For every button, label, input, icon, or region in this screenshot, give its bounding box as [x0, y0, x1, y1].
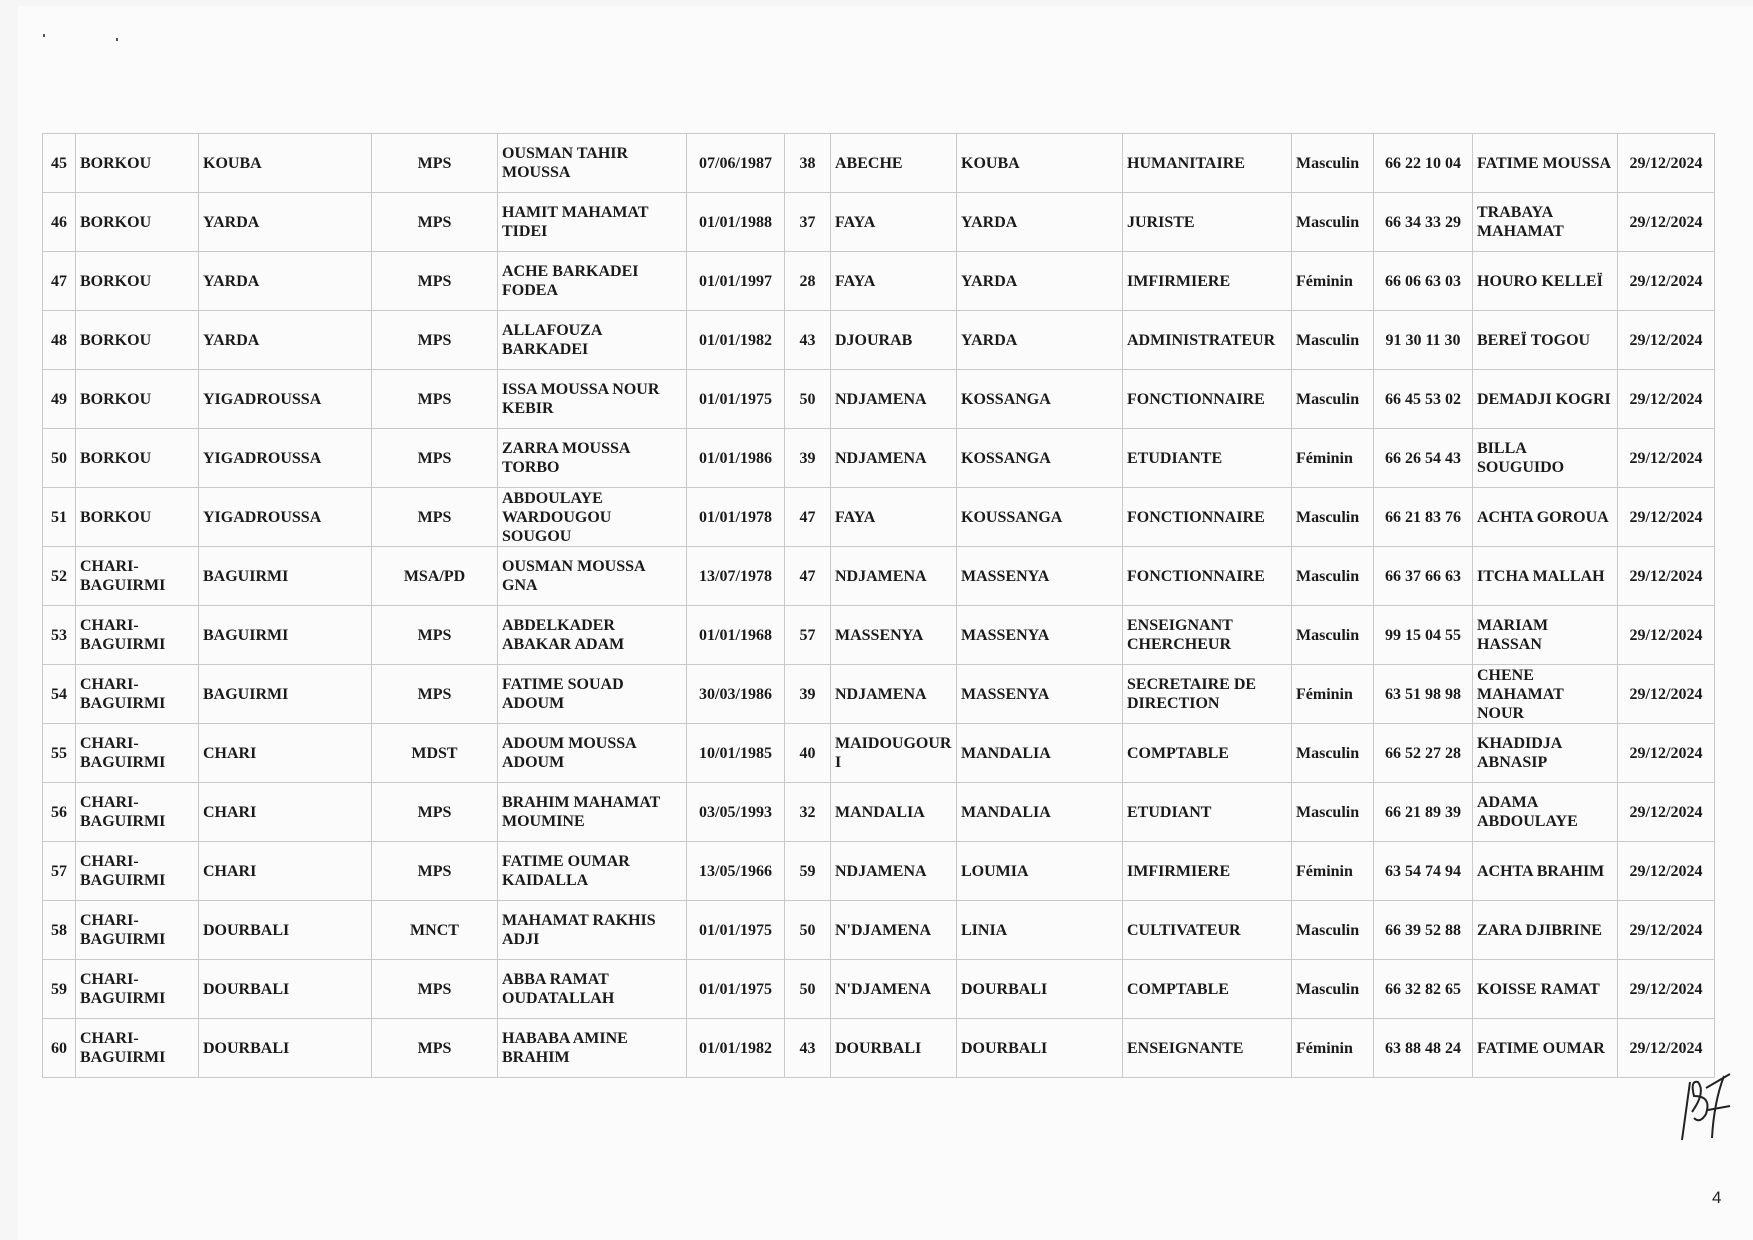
gender-cell: Masculin [1292, 901, 1374, 960]
row-number: 53 [43, 606, 76, 665]
birth-date-cell: 01/01/1975 [687, 370, 785, 429]
representative-cell: ITCHA MALLAH [1473, 547, 1618, 606]
candidate-table [42, 133, 1715, 1078]
province-cell: CHARI-BAGUIRMI [76, 724, 199, 783]
registration-date-cell: 29/12/2024 [1618, 842, 1715, 901]
table-row [43, 960, 1715, 1019]
representative-cell: ADAMA ABDOULAYE [1473, 783, 1618, 842]
phone-cell: 91 30 11 30 [1374, 311, 1473, 370]
birth-place-cell: ABECHE [831, 134, 957, 193]
profession-cell: FONCTIONNAIRE [1123, 547, 1292, 606]
birth-place-cell: MAIDOUGOURI [831, 724, 957, 783]
birth-date-cell: 30/03/1986 [687, 665, 785, 724]
department-cell: DOURBALI [199, 1019, 372, 1078]
candidate-name-cell: ABDOULAYE WARDOUGOU SOUGOU [498, 488, 687, 547]
registration-date-cell: 29/12/2024 [1618, 665, 1715, 724]
birth-place-cell: FAYA [831, 193, 957, 252]
department-cell: CHARI [199, 724, 372, 783]
row-number: 59 [43, 960, 76, 1019]
representative-cell: MARIAM HASSAN [1473, 606, 1618, 665]
residence-cell: YARDA [957, 193, 1123, 252]
gender-cell: Féminin [1292, 252, 1374, 311]
table-row [43, 311, 1715, 370]
residence-cell: MASSENYA [957, 606, 1123, 665]
birth-date-cell: 01/01/1988 [687, 193, 785, 252]
birth-date-cell: 01/01/1982 [687, 311, 785, 370]
candidate-name-cell: OUSMAN TAHIR MOUSSA [498, 134, 687, 193]
phone-cell: 66 21 83 76 [1374, 488, 1473, 547]
phone-cell: 63 88 48 24 [1374, 1019, 1473, 1078]
profession-cell: FONCTIONNAIRE [1123, 370, 1292, 429]
phone-cell: 66 26 54 43 [1374, 429, 1473, 488]
party-cell: MPS [372, 193, 498, 252]
phone-cell: 66 39 52 88 [1374, 901, 1473, 960]
row-number: 51 [43, 488, 76, 547]
candidate-name-cell: ALLAFOUZA BARKADEI [498, 311, 687, 370]
registration-date-cell: 29/12/2024 [1618, 1019, 1715, 1078]
department-cell: YARDA [199, 311, 372, 370]
birth-place-cell: MANDALIA [831, 783, 957, 842]
department-cell: DOURBALI [199, 960, 372, 1019]
table-row [43, 193, 1715, 252]
table-row [43, 547, 1715, 606]
party-cell: MPS [372, 783, 498, 842]
profession-cell: FONCTIONNAIRE [1123, 488, 1292, 547]
profession-cell: ETUDIANT [1123, 783, 1292, 842]
row-number: 52 [43, 547, 76, 606]
birth-date-cell: 10/01/1985 [687, 724, 785, 783]
row-number: 57 [43, 842, 76, 901]
representative-cell: BILLA SOUGUIDO [1473, 429, 1618, 488]
residence-cell: DOURBALI [957, 960, 1123, 1019]
party-cell: MPS [372, 370, 498, 429]
registration-date-cell: 29/12/2024 [1618, 252, 1715, 311]
gender-cell: Masculin [1292, 547, 1374, 606]
table-row [43, 370, 1715, 429]
party-cell: MPS [372, 665, 498, 724]
department-cell: CHARI [199, 842, 372, 901]
candidate-name-cell: ISSA MOUSSA NOUR KEBIR [498, 370, 687, 429]
profession-cell: IMFIRMIERE [1123, 842, 1292, 901]
table-row [43, 429, 1715, 488]
province-cell: CHARI-BAGUIRMI [76, 606, 199, 665]
row-number: 56 [43, 783, 76, 842]
age-cell: 47 [785, 547, 831, 606]
row-number: 45 [43, 134, 76, 193]
registration-date-cell: 29/12/2024 [1618, 370, 1715, 429]
residence-cell: LINIA [957, 901, 1123, 960]
phone-cell: 63 51 98 98 [1374, 665, 1473, 724]
party-cell: MPS [372, 606, 498, 665]
representative-cell: BEREЇ TOGOU [1473, 311, 1618, 370]
page-number: 4 [1712, 1188, 1722, 1207]
registration-date-cell: 29/12/2024 [1618, 960, 1715, 1019]
profession-cell: ENSEIGNANT CHERCHEUR [1123, 606, 1292, 665]
phone-cell: 66 32 82 65 [1374, 960, 1473, 1019]
table-row [43, 901, 1715, 960]
birth-place-cell: NDJAMENA [831, 665, 957, 724]
party-cell: MPS [372, 488, 498, 547]
party-cell: MNCT [372, 901, 498, 960]
profession-cell: ENSEIGNANTE [1123, 1019, 1292, 1078]
candidate-name-cell: HABABA AMINE BRAHIM [498, 1019, 687, 1078]
age-cell: 43 [785, 311, 831, 370]
phone-cell: 63 54 74 94 [1374, 842, 1473, 901]
registration-date-cell: 29/12/2024 [1618, 311, 1715, 370]
gender-cell: Féminin [1292, 1019, 1374, 1078]
province-cell: CHARI-BAGUIRMI [76, 783, 199, 842]
candidate-name-cell: ADOUM MOUSSA ADOUM [498, 724, 687, 783]
profession-cell: SECRETAIRE DE DIRECTION [1123, 665, 1292, 724]
candidate-name-cell: ZARRA MOUSSA TORBO [498, 429, 687, 488]
birth-date-cell: 01/01/1978 [687, 488, 785, 547]
candidate-name-cell: BRAHIM MAHAMAT MOUMINE [498, 783, 687, 842]
residence-cell: KOSSANGA [957, 429, 1123, 488]
row-number: 47 [43, 252, 76, 311]
scan-speck [43, 34, 45, 37]
age-cell: 59 [785, 842, 831, 901]
birth-date-cell: 01/01/1975 [687, 960, 785, 1019]
age-cell: 43 [785, 1019, 831, 1078]
phone-cell: 66 06 63 03 [1374, 252, 1473, 311]
candidate-name-cell: ABDELKADER ABAKAR ADAM [498, 606, 687, 665]
age-cell: 40 [785, 724, 831, 783]
registration-date-cell: 29/12/2024 [1618, 429, 1715, 488]
row-number: 48 [43, 311, 76, 370]
department-cell: YIGADROUSSA [199, 488, 372, 547]
age-cell: 50 [785, 901, 831, 960]
province-cell: CHARI-BAGUIRMI [76, 665, 199, 724]
party-cell: MPS [372, 842, 498, 901]
representative-cell: KOISSE RAMAT [1473, 960, 1618, 1019]
registration-date-cell: 29/12/2024 [1618, 134, 1715, 193]
residence-cell: KOUSSANGA [957, 488, 1123, 547]
birth-date-cell: 13/07/1978 [687, 547, 785, 606]
department-cell: YARDA [199, 193, 372, 252]
profession-cell: IMFIRMIERE [1123, 252, 1292, 311]
party-cell: MPS [372, 1019, 498, 1078]
gender-cell: Masculin [1292, 311, 1374, 370]
residence-cell: YARDA [957, 311, 1123, 370]
table-row [43, 252, 1715, 311]
department-cell: YARDA [199, 252, 372, 311]
party-cell: MDST [372, 724, 498, 783]
age-cell: 28 [785, 252, 831, 311]
representative-cell: ZARA DJIBRINE [1473, 901, 1618, 960]
birth-place-cell: FAYA [831, 488, 957, 547]
birth-date-cell: 07/06/1987 [687, 134, 785, 193]
representative-cell: ACHTA GOROUA [1473, 488, 1618, 547]
residence-cell: MANDALIA [957, 724, 1123, 783]
department-cell: CHARI [199, 783, 372, 842]
registration-date-cell: 29/12/2024 [1618, 783, 1715, 842]
province-cell: BORKOU [76, 193, 199, 252]
phone-cell: 66 34 33 29 [1374, 193, 1473, 252]
party-cell: MSA/PD [372, 547, 498, 606]
gender-cell: Masculin [1292, 370, 1374, 429]
age-cell: 38 [785, 134, 831, 193]
registration-date-cell: 29/12/2024 [1618, 606, 1715, 665]
birth-date-cell: 01/01/1982 [687, 1019, 785, 1078]
table-body [43, 134, 1715, 1078]
representative-cell: DEMADJI KOGRI [1473, 370, 1618, 429]
candidate-name-cell: FATIME SOUAD ADOUM [498, 665, 687, 724]
candidate-name-cell: HAMIT MAHAMAT TIDEI [498, 193, 687, 252]
candidate-name-cell: ACHE BARKADEI FODEA [498, 252, 687, 311]
department-cell: KOUBA [199, 134, 372, 193]
phone-cell: 66 21 89 39 [1374, 783, 1473, 842]
row-number: 58 [43, 901, 76, 960]
candidate-name-cell: MAHAMAT RAKHIS ADJI [498, 901, 687, 960]
department-cell: BAGUIRMI [199, 606, 372, 665]
profession-cell: HUMANITAIRE [1123, 134, 1292, 193]
registration-date-cell: 29/12/2024 [1618, 488, 1715, 547]
candidate-name-cell: OUSMAN MOUSSA GNA [498, 547, 687, 606]
department-cell: BAGUIRMI [199, 665, 372, 724]
row-number: 50 [43, 429, 76, 488]
birth-date-cell: 01/01/1997 [687, 252, 785, 311]
candidate-name-cell: ABBA RAMAT OUDATALLAH [498, 960, 687, 1019]
gender-cell: Masculin [1292, 134, 1374, 193]
representative-cell: ACHTA BRAHIM [1473, 842, 1618, 901]
gender-cell: Masculin [1292, 193, 1374, 252]
birth-place-cell: NDJAMENA [831, 370, 957, 429]
birth-place-cell: DOURBALI [831, 1019, 957, 1078]
candidate-name-cell: FATIME OUMAR KAIDALLA [498, 842, 687, 901]
birth-place-cell: N'DJAMENA [831, 960, 957, 1019]
representative-cell: KHADIDJA ABNASIP [1473, 724, 1618, 783]
province-cell: CHARI-BAGUIRMI [76, 1019, 199, 1078]
table-row [43, 134, 1715, 193]
birth-place-cell: NDJAMENA [831, 547, 957, 606]
department-cell: BAGUIRMI [199, 547, 372, 606]
residence-cell: DOURBALI [957, 1019, 1123, 1078]
profession-cell: COMPTABLE [1123, 724, 1292, 783]
residence-cell: LOUMIA [957, 842, 1123, 901]
birth-place-cell: NDJAMENA [831, 842, 957, 901]
gender-cell: Féminin [1292, 429, 1374, 488]
row-number: 46 [43, 193, 76, 252]
province-cell: BORKOU [76, 252, 199, 311]
registration-date-cell: 29/12/2024 [1618, 724, 1715, 783]
birth-place-cell: FAYA [831, 252, 957, 311]
registration-date-cell: 29/12/2024 [1618, 547, 1715, 606]
profession-cell: ADMINISTRATEUR [1123, 311, 1292, 370]
phone-cell: 66 52 27 28 [1374, 724, 1473, 783]
phone-cell: 66 37 66 63 [1374, 547, 1473, 606]
table-row [43, 1019, 1715, 1078]
age-cell: 37 [785, 193, 831, 252]
age-cell: 39 [785, 665, 831, 724]
department-cell: DOURBALI [199, 901, 372, 960]
residence-cell: YARDA [957, 252, 1123, 311]
registration-date-cell: 29/12/2024 [1618, 901, 1715, 960]
profession-cell: JURISTE [1123, 193, 1292, 252]
residence-cell: KOSSANGA [957, 370, 1123, 429]
residence-cell: MASSENYA [957, 665, 1123, 724]
province-cell: BORKOU [76, 370, 199, 429]
gender-cell: Masculin [1292, 724, 1374, 783]
gender-cell: Féminin [1292, 665, 1374, 724]
birth-place-cell: DJOURAB [831, 311, 957, 370]
profession-cell: COMPTABLE [1123, 960, 1292, 1019]
table-row [43, 783, 1715, 842]
birth-date-cell: 13/05/1966 [687, 842, 785, 901]
phone-cell: 66 22 10 04 [1374, 134, 1473, 193]
province-cell: BORKOU [76, 488, 199, 547]
province-cell: CHARI-BAGUIRMI [76, 547, 199, 606]
birth-date-cell: 01/01/1975 [687, 901, 785, 960]
party-cell: MPS [372, 134, 498, 193]
party-cell: MPS [372, 960, 498, 1019]
birth-place-cell: NDJAMENA [831, 429, 957, 488]
representative-cell: HOURO KELLEЇ [1473, 252, 1618, 311]
age-cell: 50 [785, 960, 831, 1019]
party-cell: MPS [372, 311, 498, 370]
province-cell: CHARI-BAGUIRMI [76, 960, 199, 1019]
birth-place-cell: N'DJAMENA [831, 901, 957, 960]
representative-cell: FATIME OUMAR [1473, 1019, 1618, 1078]
table-row [43, 842, 1715, 901]
phone-cell: 99 15 04 55 [1374, 606, 1473, 665]
party-cell: MPS [372, 429, 498, 488]
department-cell: YIGADROUSSA [199, 370, 372, 429]
handwritten-signature [1672, 1052, 1734, 1144]
row-number: 60 [43, 1019, 76, 1078]
province-cell: CHARI-BAGUIRMI [76, 901, 199, 960]
province-cell: BORKOU [76, 134, 199, 193]
age-cell: 50 [785, 370, 831, 429]
age-cell: 32 [785, 783, 831, 842]
representative-cell: CHENE MAHAMAT NOUR [1473, 665, 1618, 724]
residence-cell: MANDALIA [957, 783, 1123, 842]
row-number: 54 [43, 665, 76, 724]
residence-cell: MASSENYA [957, 547, 1123, 606]
gender-cell: Masculin [1292, 488, 1374, 547]
gender-cell: Masculin [1292, 960, 1374, 1019]
gender-cell: Masculin [1292, 606, 1374, 665]
birth-date-cell: 01/01/1968 [687, 606, 785, 665]
table-row [43, 724, 1715, 783]
province-cell: BORKOU [76, 429, 199, 488]
age-cell: 57 [785, 606, 831, 665]
residence-cell: KOUBA [957, 134, 1123, 193]
birth-place-cell: MASSENYA [831, 606, 957, 665]
row-number: 49 [43, 370, 76, 429]
phone-cell: 66 45 53 02 [1374, 370, 1473, 429]
row-number: 55 [43, 724, 76, 783]
representative-cell: FATIME MOUSSA [1473, 134, 1618, 193]
birth-date-cell: 03/05/1993 [687, 783, 785, 842]
province-cell: CHARI-BAGUIRMI [76, 842, 199, 901]
scan-speck [116, 38, 118, 41]
profession-cell: ETUDIANTE [1123, 429, 1292, 488]
age-cell: 47 [785, 488, 831, 547]
profession-cell: CULTIVATEUR [1123, 901, 1292, 960]
age-cell: 39 [785, 429, 831, 488]
province-cell: BORKOU [76, 311, 199, 370]
representative-cell: TRABAYA MAHAMAT [1473, 193, 1618, 252]
gender-cell: Féminin [1292, 842, 1374, 901]
birth-date-cell: 01/01/1986 [687, 429, 785, 488]
table-row [43, 665, 1715, 724]
gender-cell: Masculin [1292, 783, 1374, 842]
registration-date-cell: 29/12/2024 [1618, 193, 1715, 252]
department-cell: YIGADROUSSA [199, 429, 372, 488]
party-cell: MPS [372, 252, 498, 311]
table-row [43, 606, 1715, 665]
table-row [43, 488, 1715, 547]
